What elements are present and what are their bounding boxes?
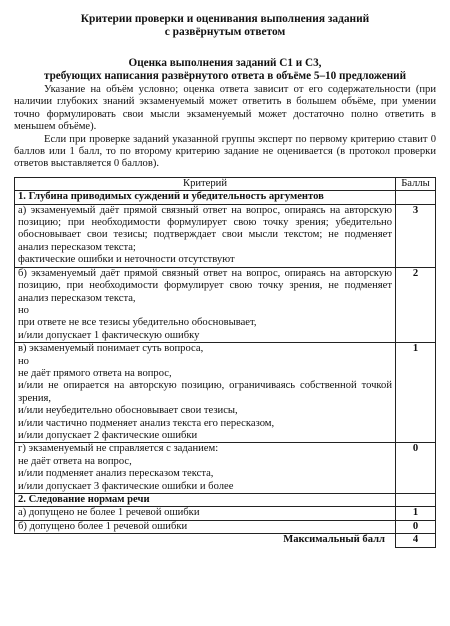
subtitle-line-1: Оценка выполнения заданий С1 и С3, xyxy=(128,57,322,69)
total-label: Максимальный балл xyxy=(283,534,385,546)
criterion-1d-text: г) экзаменуемый не справляется с заданием: не даёт ответа на вопрос, и/или подменяет анализ пересказом текста, и/или допускает 3 фактические ошибки и более xyxy=(15,443,396,494)
title-line-2: с развёрнутым ответом xyxy=(164,26,286,38)
title-line-1: Критерии проверки и оценивания выполнения заданий xyxy=(80,13,370,25)
section-1-title: 1. Глубина приводимых суждений и убедительность аргументов xyxy=(15,191,396,204)
criterion-1a-text: а) экзаменуемый даёт прямой связный ответ на вопрос, опираясь на авторскую позицию; при необходимости формулирует свою точку зрения; убедительно обосновывает свои тезисы; подтверждает свои мысли текстом; не подменяет анализ пересказом текста; фактические ошибки и неточности отсутствуют xyxy=(15,204,396,267)
section-2-score-cell xyxy=(396,494,436,507)
section-row-2 xyxy=(15,494,436,507)
section-subtitle xyxy=(14,57,436,83)
header-criterion: Критерий xyxy=(15,177,396,190)
table-header-row xyxy=(15,177,436,190)
criterion-1b-text: б) экзаменуемый даёт прямой связный ответ на вопрос, опираясь на авторскую позицию, при необходимости формулирует свою точку зрения, не подменяет анализ пересказом текста, но при ответе не все тезисы убедительно обосновывает, и/или допускает 1 фактическую ошибку xyxy=(15,267,396,342)
section-2-title: 2. Следование нормам речи xyxy=(15,494,396,507)
table-row xyxy=(15,507,436,520)
criterion-1b-score: 2 xyxy=(396,267,436,342)
section-row-1 xyxy=(15,191,436,204)
intro-paragraph-1: Указание на объём условно; оценка ответа зависит от его содержательности (при наличии глубоких знаний экзаменуемый может ответить в большем объёме, при умении точно формулировать свои мысли экзаменуемый может достаточно полно ответить в меньшем объёме). xyxy=(14,84,436,133)
table-row xyxy=(15,204,436,267)
total-row xyxy=(15,534,436,547)
table-row xyxy=(15,267,436,342)
criterion-1c-text: в) экзаменуемый понимает суть вопроса, но не даёт прямого ответа на вопрос, и/или не опирается на авторскую позицию, ограничиваясь собственной точкой зрения, и/или неубедительно обосновывает свои тезисы, и/или частично подменяет анализ текста его пересказом, и/или допускает 2 фактические ошибки xyxy=(15,343,396,443)
document-title xyxy=(14,13,436,39)
criterion-2a-score: 1 xyxy=(396,507,436,520)
criteria-table xyxy=(14,177,436,548)
criterion-2a-text: а) допущено не более 1 речевой ошибки xyxy=(15,507,396,520)
criterion-2b-text: б) допущено более 1 речевой ошибки xyxy=(15,520,396,533)
intro-paragraph-2: Если при проверке заданий указанной группы эксперт по первому критерию ставит 0 баллов или 1 балл, то по второму критерию задание не оценивается (в протокол проверки ответов выставляется 0 баллов). xyxy=(14,133,436,170)
total-score: 4 xyxy=(396,534,436,547)
section-1-score-cell xyxy=(396,191,436,204)
criterion-2b-score: 0 xyxy=(396,520,436,533)
table-row xyxy=(15,520,436,533)
criterion-1d-score: 0 xyxy=(396,443,436,494)
table-row xyxy=(15,443,436,494)
criterion-1a-score: 3 xyxy=(396,204,436,267)
subtitle-line-2: требующих написания развёрнутого ответа в объёме 5–10 предложений xyxy=(43,70,407,82)
criterion-1c-score: 1 xyxy=(396,343,436,443)
table-row xyxy=(15,343,436,443)
header-score: Баллы xyxy=(396,177,436,190)
